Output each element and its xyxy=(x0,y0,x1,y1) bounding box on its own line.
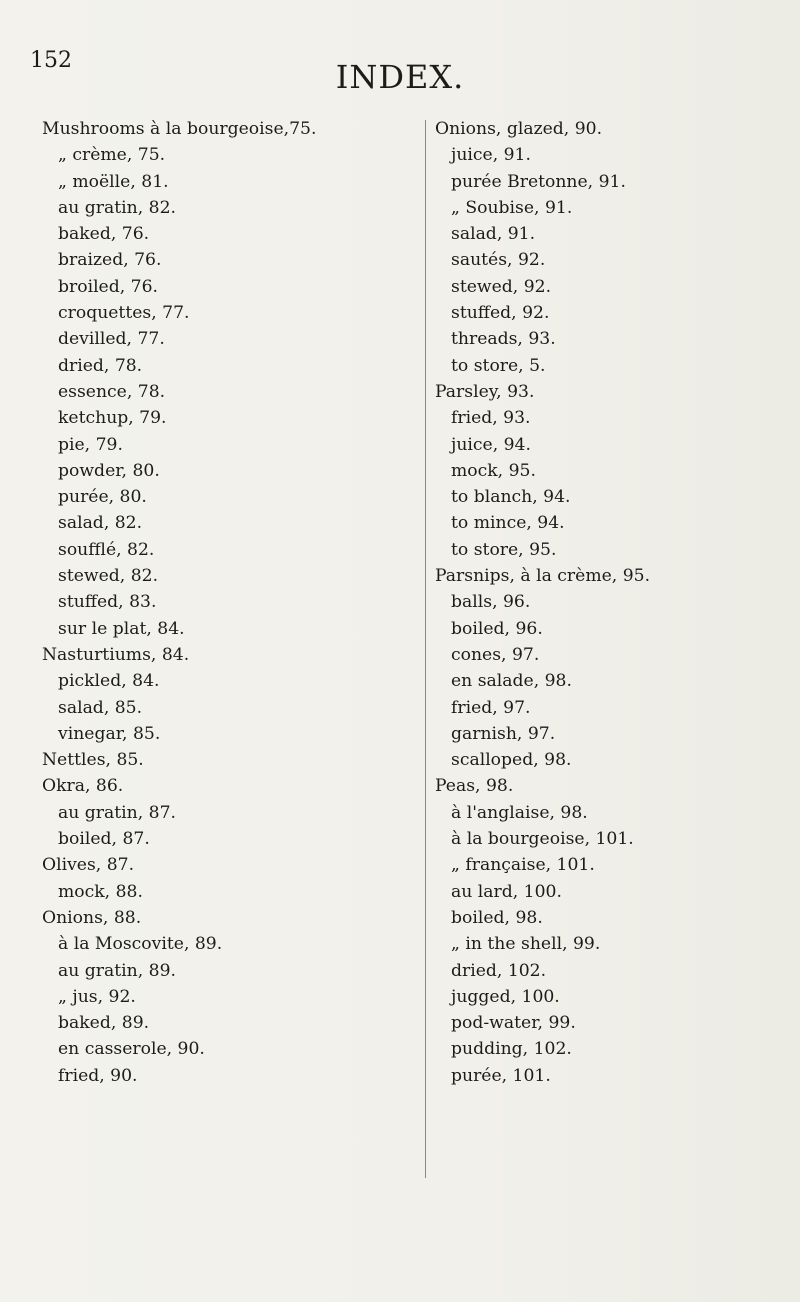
index-entry: „ française, 101. xyxy=(451,855,595,876)
index-entry: to mince, 94. xyxy=(451,513,565,534)
index-entry: soufflé, 82. xyxy=(58,539,155,560)
index-entry: juice, 94. xyxy=(451,434,531,455)
index-entry: sautés, 92. xyxy=(451,250,546,271)
index-entry: „ jus, 92. xyxy=(58,986,136,1007)
index-entry: broiled, 76. xyxy=(58,276,158,297)
index-entry: „ in the shell, 99. xyxy=(451,934,601,955)
index-entry: garnish, 97. xyxy=(451,723,556,744)
index-entry: Mushrooms à la bourgeoise,75. xyxy=(42,119,317,139)
index-entry: Onions, 88. xyxy=(42,907,142,928)
index-column-right xyxy=(435,116,650,1089)
index-entry: boiled, 96. xyxy=(451,618,543,639)
index-entry: croquettes, 77. xyxy=(58,303,190,324)
page-number: 152 xyxy=(30,48,72,73)
column-divider xyxy=(425,120,426,1178)
index-entry: Okra, 86. xyxy=(42,776,124,797)
index-entry: scalloped, 98. xyxy=(451,750,572,771)
index-entry: fried, 93. xyxy=(451,408,531,429)
index-entry: pie, 79. xyxy=(58,434,123,455)
index-entry: Nasturtiums, 84. xyxy=(42,644,190,665)
index-entry: au lard, 100. xyxy=(451,881,562,902)
index-entry: à la Moscovite, 89. xyxy=(58,934,223,955)
index-entry: en casserole, 90. xyxy=(58,1039,205,1060)
index-entry: purée Bretonne, 91. xyxy=(451,171,626,192)
index-entry: à l'anglaise, 98. xyxy=(451,802,588,823)
index-entry: fried, 97. xyxy=(451,697,531,718)
index-entry: dried, 102. xyxy=(451,960,547,981)
page-title: INDEX. xyxy=(335,58,465,96)
index-entry: threads, 93. xyxy=(451,329,556,350)
index-entry: au gratin, 87. xyxy=(58,802,176,823)
index-entry: salad, 85. xyxy=(58,697,143,718)
index-entry: au gratin, 82. xyxy=(58,197,176,218)
index-entry: Parsnips, à la crème, 95. xyxy=(435,566,651,587)
index-entry: purée, 80. xyxy=(58,487,147,508)
index-entry: to store, 5. xyxy=(451,355,546,376)
index-entry: vinegar, 85. xyxy=(58,723,161,744)
index-entry: to blanch, 94. xyxy=(451,487,571,508)
index-entry: Parsley, 93. xyxy=(435,381,535,402)
index-column-left xyxy=(42,116,316,1089)
index-entry: pickled, 84. xyxy=(58,671,160,692)
index-entry: boiled, 87. xyxy=(58,829,150,850)
index-entry: fried, 90. xyxy=(58,1065,138,1086)
index-entry: stuffed, 92. xyxy=(451,303,550,324)
index-entry: „ crème, 75. xyxy=(58,145,166,166)
index-entry: braized, 76. xyxy=(58,250,162,271)
index-entry: juice, 91. xyxy=(451,145,531,166)
index-entry: baked, 76. xyxy=(58,224,150,245)
index-entry: pudding, 102. xyxy=(451,1039,572,1060)
index-entry: „ moëlle, 81. xyxy=(58,171,169,192)
index-entry: to store, 95. xyxy=(451,539,557,560)
index-entry: à la bourgeoise, 101. xyxy=(451,829,634,850)
index-entry: stewed, 92. xyxy=(451,276,552,297)
index-entry: stewed, 82. xyxy=(58,566,159,587)
index-entry: „ Soubise, 91. xyxy=(451,197,573,218)
index-entry: essence, 78. xyxy=(58,381,166,402)
index-entry: Peas, 98. xyxy=(435,776,514,797)
index-entry: ketchup, 79. xyxy=(58,408,167,429)
index-entry: dried, 78. xyxy=(58,355,143,376)
index-entry: boiled, 98. xyxy=(451,907,543,928)
index-entry: sur le plat, 84. xyxy=(58,618,185,639)
index-entry: balls, 96. xyxy=(451,592,531,613)
index-entry: Onions, glazed, 90. xyxy=(435,119,603,139)
index-entry: powder, 80. xyxy=(58,460,160,481)
index-entry: Nettles, 85. xyxy=(42,750,144,771)
index-entry: mock, 95. xyxy=(451,460,536,481)
index-entry: baked, 89. xyxy=(58,1013,150,1034)
index-entry: salad, 82. xyxy=(58,513,143,534)
index-entry: purée, 101. xyxy=(451,1065,551,1086)
index-entry: salad, 91. xyxy=(451,224,536,245)
index-entry: jugged, 100. xyxy=(451,986,560,1007)
index-entry: devilled, 77. xyxy=(58,329,165,350)
index-entry: stuffed, 83. xyxy=(58,592,157,613)
index-entry: Olives, 87. xyxy=(42,855,135,876)
index-entry: mock, 88. xyxy=(58,881,143,902)
index-entry: pod-water, 99. xyxy=(451,1013,576,1034)
index-entry: en salade, 98. xyxy=(451,671,572,692)
index-entry: cones, 97. xyxy=(451,644,540,665)
index-entry: au gratin, 89. xyxy=(58,960,176,981)
